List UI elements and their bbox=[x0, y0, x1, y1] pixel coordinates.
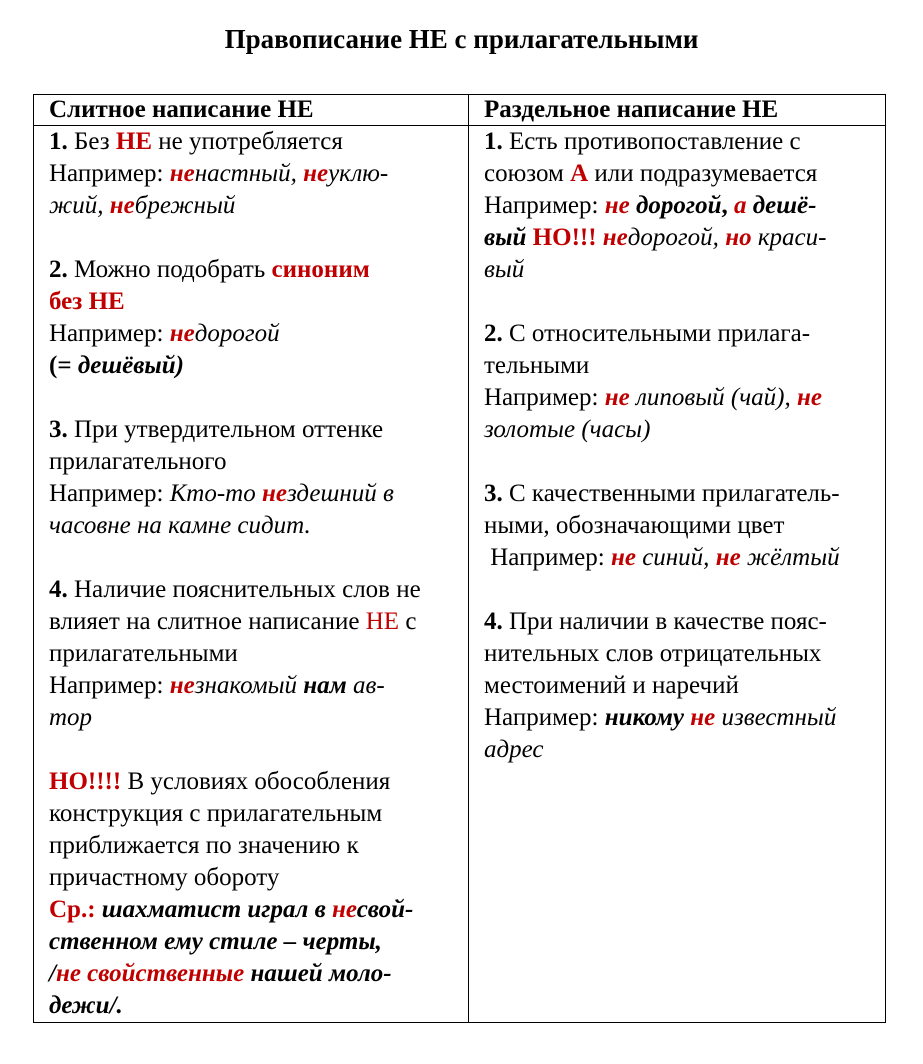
rule-text: влияет на слитное написание bbox=[49, 608, 366, 635]
rule-text: Наличие пояснительных слов не bbox=[67, 576, 421, 603]
example-word: свой- bbox=[356, 896, 414, 923]
example-word: дорогой bbox=[194, 320, 280, 347]
example-word: известный bbox=[715, 704, 837, 731]
table-body-row bbox=[34, 126, 886, 1023]
example-word: уклю- bbox=[328, 160, 389, 187]
example-label: Например: bbox=[484, 384, 605, 411]
separate-rule-2 bbox=[484, 318, 877, 446]
highlight-ne: не bbox=[604, 192, 630, 219]
example-word: золотые (часы) bbox=[484, 416, 651, 443]
separate-rule-1 bbox=[484, 126, 877, 286]
highlight-ne: не bbox=[169, 160, 195, 187]
example-word: дешёвый) bbox=[77, 352, 184, 379]
rule-number: 3. bbox=[484, 480, 503, 507]
example-word: нам bbox=[303, 672, 347, 699]
example-label: Например: bbox=[484, 544, 611, 571]
rule-number: 2. bbox=[49, 256, 68, 283]
rule-text: нительных слов отрицательных bbox=[484, 640, 822, 667]
rule-text: прилагательными bbox=[49, 640, 238, 667]
rule-text: причастному обороту bbox=[49, 864, 280, 891]
rule-text: или подразумевается bbox=[588, 160, 818, 187]
example-word: синий, bbox=[635, 544, 716, 571]
highlight-ne: не bbox=[109, 192, 135, 219]
example-word: краси- bbox=[751, 224, 827, 251]
rule-text: С качественными прилагатель- bbox=[502, 480, 840, 507]
separate-spelling-cell bbox=[469, 126, 886, 1023]
rule-number: 2. bbox=[484, 320, 503, 347]
joined-rule-2 bbox=[49, 254, 460, 382]
header-separate-spelling: Раздельное написание НЕ bbox=[469, 95, 886, 126]
example-label: Например: bbox=[49, 672, 170, 699]
example-word: вый bbox=[484, 256, 525, 283]
example-word: вый bbox=[484, 224, 533, 251]
note-label: НО!!!! bbox=[49, 768, 122, 795]
rule-text: конструкция с прилагательным bbox=[49, 800, 383, 827]
rule-text: Без bbox=[67, 128, 116, 155]
table-header-row bbox=[34, 95, 886, 126]
example-word: липовый (чай), bbox=[629, 384, 797, 411]
rule-text: союзом bbox=[484, 160, 571, 187]
example-label: Например: bbox=[484, 704, 605, 731]
joined-note bbox=[49, 766, 460, 1022]
rules-table bbox=[33, 94, 886, 1023]
rule-number: 4. bbox=[484, 608, 503, 635]
rule-number: 1. bbox=[484, 128, 503, 155]
highlight-ne: не bbox=[332, 896, 357, 923]
rule-number: 4. bbox=[49, 576, 68, 603]
highlight-conjunction: А bbox=[570, 160, 589, 187]
highlight-ne: не bbox=[610, 544, 636, 571]
highlight-ne: не bbox=[303, 160, 329, 187]
rule-number: 3. bbox=[49, 416, 68, 443]
example-word: нашей моло- bbox=[244, 960, 392, 987]
rule-text: Можно подобрать bbox=[67, 256, 272, 283]
highlight-conjunction: а bbox=[733, 192, 747, 219]
example-word: дорогой, bbox=[627, 224, 726, 251]
highlight-but: но bbox=[725, 224, 752, 251]
rule-text: При утвердительном оттенке bbox=[67, 416, 384, 443]
example-word: / bbox=[49, 960, 56, 987]
example-word: ственном ему стиле – черты, bbox=[49, 928, 382, 955]
highlight-ne: не bbox=[715, 544, 741, 571]
rule-text: не употребляется bbox=[152, 128, 343, 155]
example-word: ав- bbox=[346, 672, 385, 699]
example-word: тор bbox=[49, 704, 93, 731]
separate-rule-3 bbox=[484, 478, 877, 574]
joined-rule-1 bbox=[49, 126, 460, 222]
equals-sign: (= bbox=[49, 352, 78, 379]
example-label: Например: bbox=[49, 480, 170, 507]
example-word: здешний в bbox=[286, 480, 394, 507]
example-label: Например: bbox=[49, 320, 170, 347]
rule-text: тельными bbox=[484, 352, 590, 379]
highlight-synonym: синоним bbox=[271, 256, 370, 283]
example-word: знакомый bbox=[194, 672, 304, 699]
rule-text: Есть противопоставление с bbox=[502, 128, 801, 155]
joined-rule-4 bbox=[49, 574, 460, 734]
highlight-ne: не свойственные bbox=[55, 960, 245, 987]
highlight-ne: не bbox=[169, 320, 195, 347]
example-label: Например: bbox=[49, 160, 170, 187]
highlight-synonym: без НЕ bbox=[49, 288, 125, 315]
rule-text: ными, обозначающими цвет bbox=[484, 512, 785, 539]
highlight-ne: не bbox=[796, 384, 822, 411]
highlight-ne: не bbox=[690, 704, 716, 731]
compare-label: Ср.: bbox=[49, 896, 96, 923]
header-joined-spelling: Слитное написание НЕ bbox=[34, 95, 469, 126]
example-word: жий, bbox=[49, 192, 110, 219]
joined-rule-3 bbox=[49, 414, 460, 542]
rule-text: местоимений и наречий bbox=[484, 672, 739, 699]
rule-text: с bbox=[399, 608, 417, 635]
highlight-ne: НЕ bbox=[365, 608, 400, 635]
example-word: , bbox=[721, 192, 734, 219]
example-word: дорогой bbox=[629, 192, 722, 219]
highlight-ne: не bbox=[604, 384, 630, 411]
rule-text: прилагательного bbox=[49, 448, 227, 475]
example-word: адрес bbox=[484, 736, 544, 763]
example-word: дешё- bbox=[746, 192, 817, 219]
rule-text: С относительными прилага- bbox=[502, 320, 811, 347]
highlight-ne: не bbox=[602, 224, 628, 251]
example-word: дежи/. bbox=[49, 992, 123, 1019]
example-word: жёлтый bbox=[740, 544, 840, 571]
highlight-ne: не bbox=[169, 672, 195, 699]
rule-number: 1. bbox=[49, 128, 68, 155]
example-word: часовне на камне сидит. bbox=[49, 512, 311, 539]
rule-text: В условиях обособления bbox=[121, 768, 391, 795]
rule-text: приближается по значению к bbox=[49, 832, 359, 859]
rule-text: При наличии в качестве пояс- bbox=[502, 608, 827, 635]
highlight-ne: НЕ bbox=[115, 128, 153, 155]
example-word: настный, bbox=[194, 160, 304, 187]
example-label: Например: bbox=[484, 192, 605, 219]
joined-spelling-cell bbox=[34, 126, 469, 1023]
highlight-ne: не bbox=[262, 480, 287, 507]
page-title: Правописание НЕ с прилагательными bbox=[224, 24, 699, 54]
example-word: шахматист играл в bbox=[95, 896, 333, 923]
separate-rule-4 bbox=[484, 606, 877, 766]
highlight-but: НО!!! bbox=[532, 224, 597, 251]
example-word: брежный bbox=[134, 192, 236, 219]
example-word: Кто-то bbox=[169, 480, 262, 507]
example-word: никому bbox=[604, 704, 684, 731]
